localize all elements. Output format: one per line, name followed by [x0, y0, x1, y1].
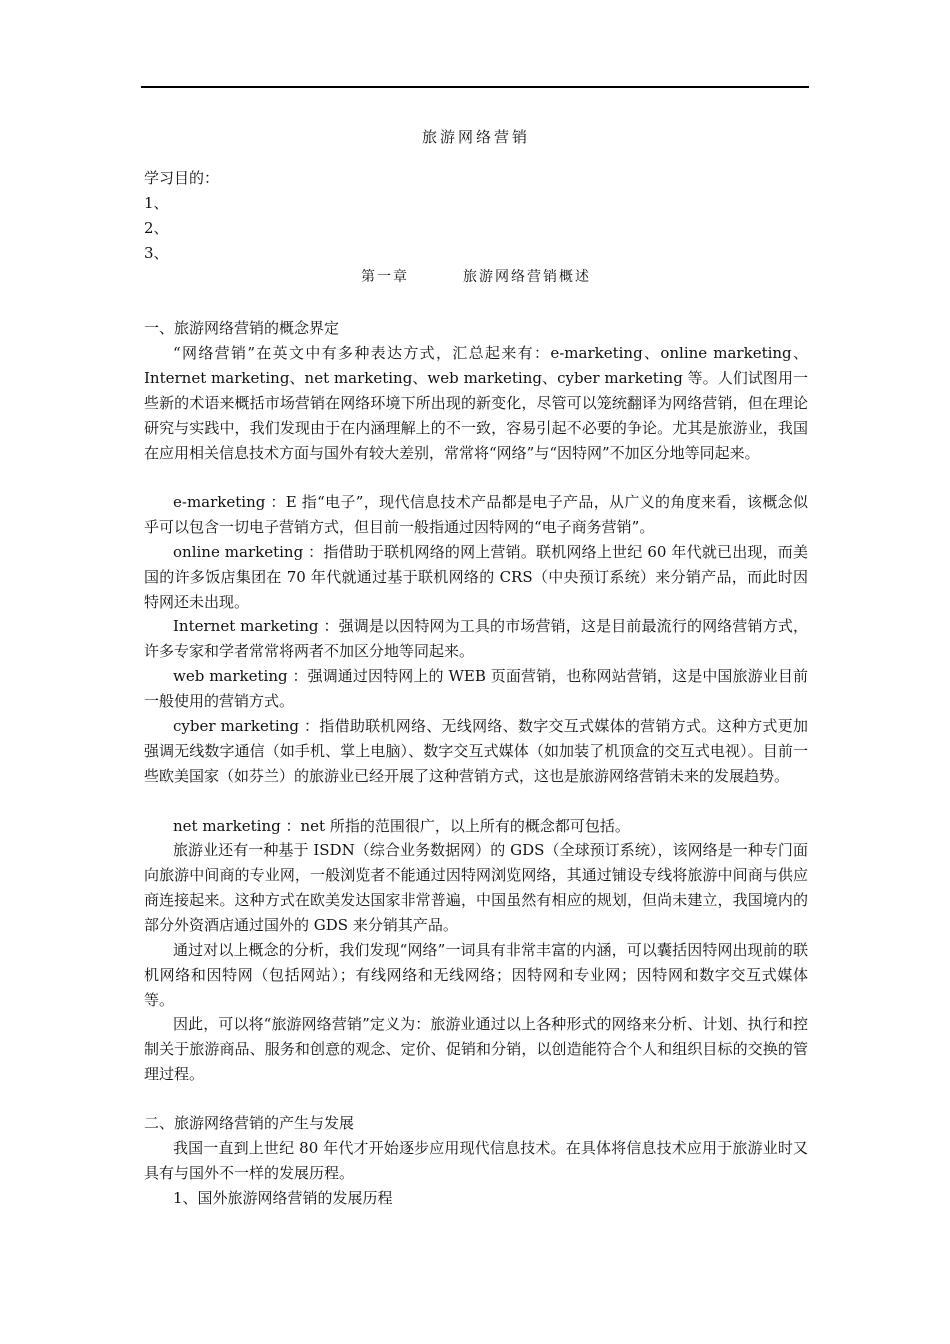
- objectives-label: 学习目的：: [144, 169, 220, 187]
- section-2-subheading: 1、国外旅游网络营销的发展历程: [173, 1189, 393, 1207]
- section-1-paragraph: online marketing ：指借助于联机网络的网上营销。联机网络上世纪 60 年代就已出现，而美国的许多饭店集团在 70 年代就通过基于联机网络的 CRS（中央预订系统）来分销产品，而此时因特网还未出现。: [144, 543, 808, 611]
- section-1-paragraph: 通过对以上概念的分析，我们发现“网络”一词具有非常丰富的内涵，可以囊括因特网出现前的联机网络和因特网（包括网站）；有线网络和无线网络；因特网和专业网；因特网和数字交互式媒体等。: [144, 941, 808, 1009]
- objective-item-2: 2、: [144, 219, 169, 237]
- objective-item-1: 1、: [144, 194, 169, 212]
- section-1-paragraph: net marketing ：net 所指的范围很广，以上所有的概念都可包括。: [173, 817, 630, 835]
- document-title: 旅游网络营销: [421, 128, 530, 146]
- section-1-paragraph: web marketing ：强调通过因特网上的 WEB 页面营销，也称网站营销，这是中国旅游业目前一般使用的营销方式。: [144, 667, 808, 710]
- objective-item-3: 3、: [144, 244, 169, 262]
- header-rule: [141, 86, 809, 88]
- section-1-paragraph: 因此，可以将“旅游网络营销”定义为：旅游业通过以上各种形式的网络来分析、计划、执行和控制关于旅游商品、服务和创意的观念、定价、促销和分销，以创造能符合个人和组织目标的交换的管理过程。: [144, 1015, 808, 1083]
- chapter-heading: [144, 266, 808, 286]
- section-1-paragraph: cyber marketing ：指借助联机网络、无线网络、数字交互式媒体的营销方式。这种方式更加强调无线数字通信（如手机、掌上电脑）、数字交互式媒体（如加装了机顶盒的交互式电视）。目前一些欧美国家（如芬兰）的旅游业已经开展了这种营销方式，这也是旅游网络营销未来的发展趋势。: [144, 717, 808, 785]
- section-1-paragraph: e-marketing ：E 指“电子”，现代信息技术产品都是电子产品，从广义的角度来看，该概念似乎可以包含一切电子营销方式，但目前一般指通过因特网的“电子商务营销”。: [144, 493, 808, 536]
- section-1-heading: 一、旅游网络营销的概念界定: [144, 319, 340, 337]
- section-1-paragraph: “网络营销”在英文中有多种表达方式，汇总起来有：e-marketing、online marketing、Internet marketing、net marketing、web marketing、cyber marketing 等。人们试图用一些新的术语来概括市场营销在网络环境下所出现的新变化，尽管可以笼统翻译为网络营销，但在理论研究与实践中，我们发现由于在内涵理解上的不一致，容易引起不必要的争论。尤其是旅游业，我国在应用相关信息技术方面与国外有较大差别，常常将“网络”与“因特网”不加区分地等同起来。: [144, 344, 808, 462]
- section-1-paragraph: Internet marketing ：强调是以因特网为工具的市场营销，这是目前最流行的网络营销方式，许多专家和学者常常将两者不加区分地等同起来。: [144, 617, 808, 660]
- section-2-paragraph: 我国一直到上世纪 80 年代才开始逐步应用现代信息技术。在具体将信息技术应用于旅游业时又具有与国外不一样的发展历程。: [144, 1139, 808, 1182]
- chapter-name: 旅游网络营销概述: [463, 269, 591, 285]
- chapter-number: 第一章: [361, 269, 409, 285]
- section-2-heading: 二、旅游网络营销的产生与发展: [144, 1114, 355, 1132]
- section-1-paragraph: 旅游业还有一种基于 ISDN（综合业务数据网）的 GDS（全球预订系统），该网络是一种专门面向旅游中间商的专业网，一般浏览者不能通过因特网浏览网络，其通过铺设专线将旅游中间商与供应商连接起来。这种方式在欧美发达国家非常普遍，中国虽然有相应的规划，但尚未建立，我国境内的部分外资酒店通过国外的 GDS 来分销其产品。: [144, 841, 808, 934]
